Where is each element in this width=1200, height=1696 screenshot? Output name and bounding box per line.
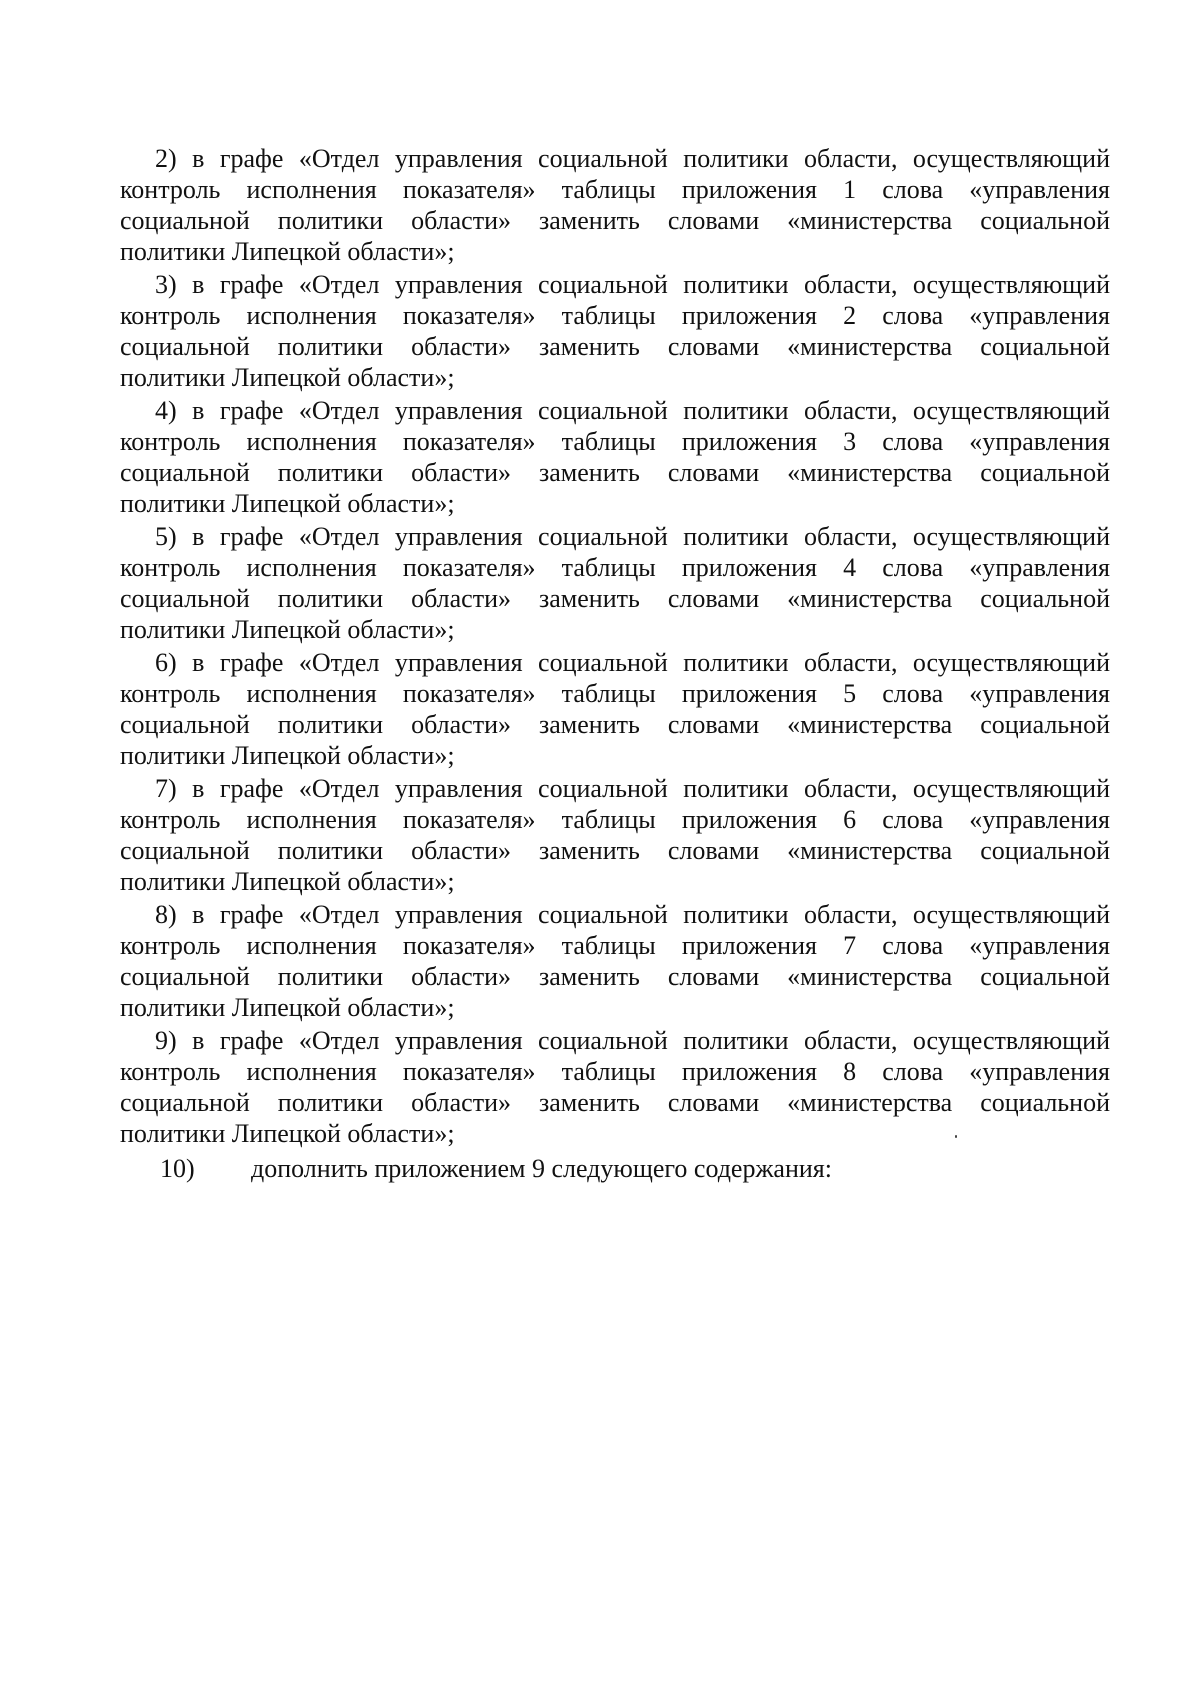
text-line: политики Липецкой области»;: [120, 363, 455, 392]
scan-speck: [955, 1135, 957, 1138]
amendment-item-3: [120, 269, 1110, 393]
text-line: социальной политики области» заменить словами «министерства социальной: [120, 584, 1110, 613]
text-line: социальной политики области» заменить словами «министерства социальной: [120, 836, 1110, 865]
text-line: политики Липецкой области»;: [120, 237, 455, 266]
text-line: 2) в графе «Отдел управления социальной политики области, осуществляющий: [155, 144, 1110, 173]
text-line: контроль исполнения показателя» таблицы приложения 8 слова «управления: [120, 1057, 1110, 1086]
text-line: 7) в графе «Отдел управления социальной политики области, осуществляющий: [155, 774, 1110, 803]
amendment-item-9: [120, 1025, 1110, 1149]
item-number: 10): [160, 1154, 195, 1183]
amendment-item-8: [120, 899, 1110, 1023]
text-line: политики Липецкой области»;: [120, 867, 455, 896]
document-body: [120, 143, 1110, 1184]
text-line: контроль исполнения показателя» таблицы приложения 4 слова «управления: [120, 553, 1110, 582]
text-line: контроль исполнения показателя» таблицы приложения 6 слова «управления: [120, 805, 1110, 834]
amendment-item-4: [120, 395, 1110, 519]
text-line: 3) в графе «Отдел управления социальной политики области, осуществляющий: [155, 270, 1110, 299]
text-line: политики Липецкой области»;: [120, 741, 455, 770]
text-line: политики Липецкой области»;: [120, 489, 455, 518]
text-line: социальной политики области» заменить словами «министерства социальной: [120, 332, 1110, 361]
text-line: политики Липецкой области»;: [120, 993, 455, 1022]
text-line: социальной политики области» заменить словами «министерства социальной: [120, 710, 1110, 739]
text-line: политики Липецкой области»;: [120, 615, 455, 644]
text-line: 5) в графе «Отдел управления социальной политики области, осуществляющий: [155, 522, 1110, 551]
text-line: контроль исполнения показателя» таблицы приложения 5 слова «управления: [120, 679, 1110, 708]
text-line: 6) в графе «Отдел управления социальной политики области, осуществляющий: [155, 648, 1110, 677]
text-line: 4) в графе «Отдел управления социальной политики области, осуществляющий: [155, 396, 1110, 425]
text-line: социальной политики области» заменить словами «министерства социальной: [120, 1088, 1110, 1117]
text-line: социальной политики области» заменить словами «министерства социальной: [120, 206, 1110, 235]
text-line: социальной политики области» заменить словами «министерства социальной: [120, 458, 1110, 487]
text-line: социальной политики области» заменить словами «министерства социальной: [120, 962, 1110, 991]
amendment-item-6: [120, 647, 1110, 771]
text-line: контроль исполнения показателя» таблицы приложения 1 слова «управления: [120, 175, 1110, 204]
amendment-item-5: [120, 521, 1110, 645]
text-line: контроль исполнения показателя» таблицы приложения 3 слова «управления: [120, 427, 1110, 456]
amendment-item-10: [120, 1153, 1110, 1184]
text-line: контроль исполнения показателя» таблицы приложения 7 слова «управления: [120, 931, 1110, 960]
text-line: политики Липецкой области»;: [120, 1119, 455, 1148]
amendment-item-2: [120, 143, 1110, 267]
item-text: дополнить приложением 9 следующего содержания:: [251, 1154, 832, 1183]
text-line: контроль исполнения показателя» таблицы приложения 2 слова «управления: [120, 301, 1110, 330]
text-line: 9) в графе «Отдел управления социальной политики области, осуществляющий: [155, 1026, 1110, 1055]
amendment-item-7: [120, 773, 1110, 897]
text-line: 8) в графе «Отдел управления социальной политики области, осуществляющий: [155, 900, 1110, 929]
